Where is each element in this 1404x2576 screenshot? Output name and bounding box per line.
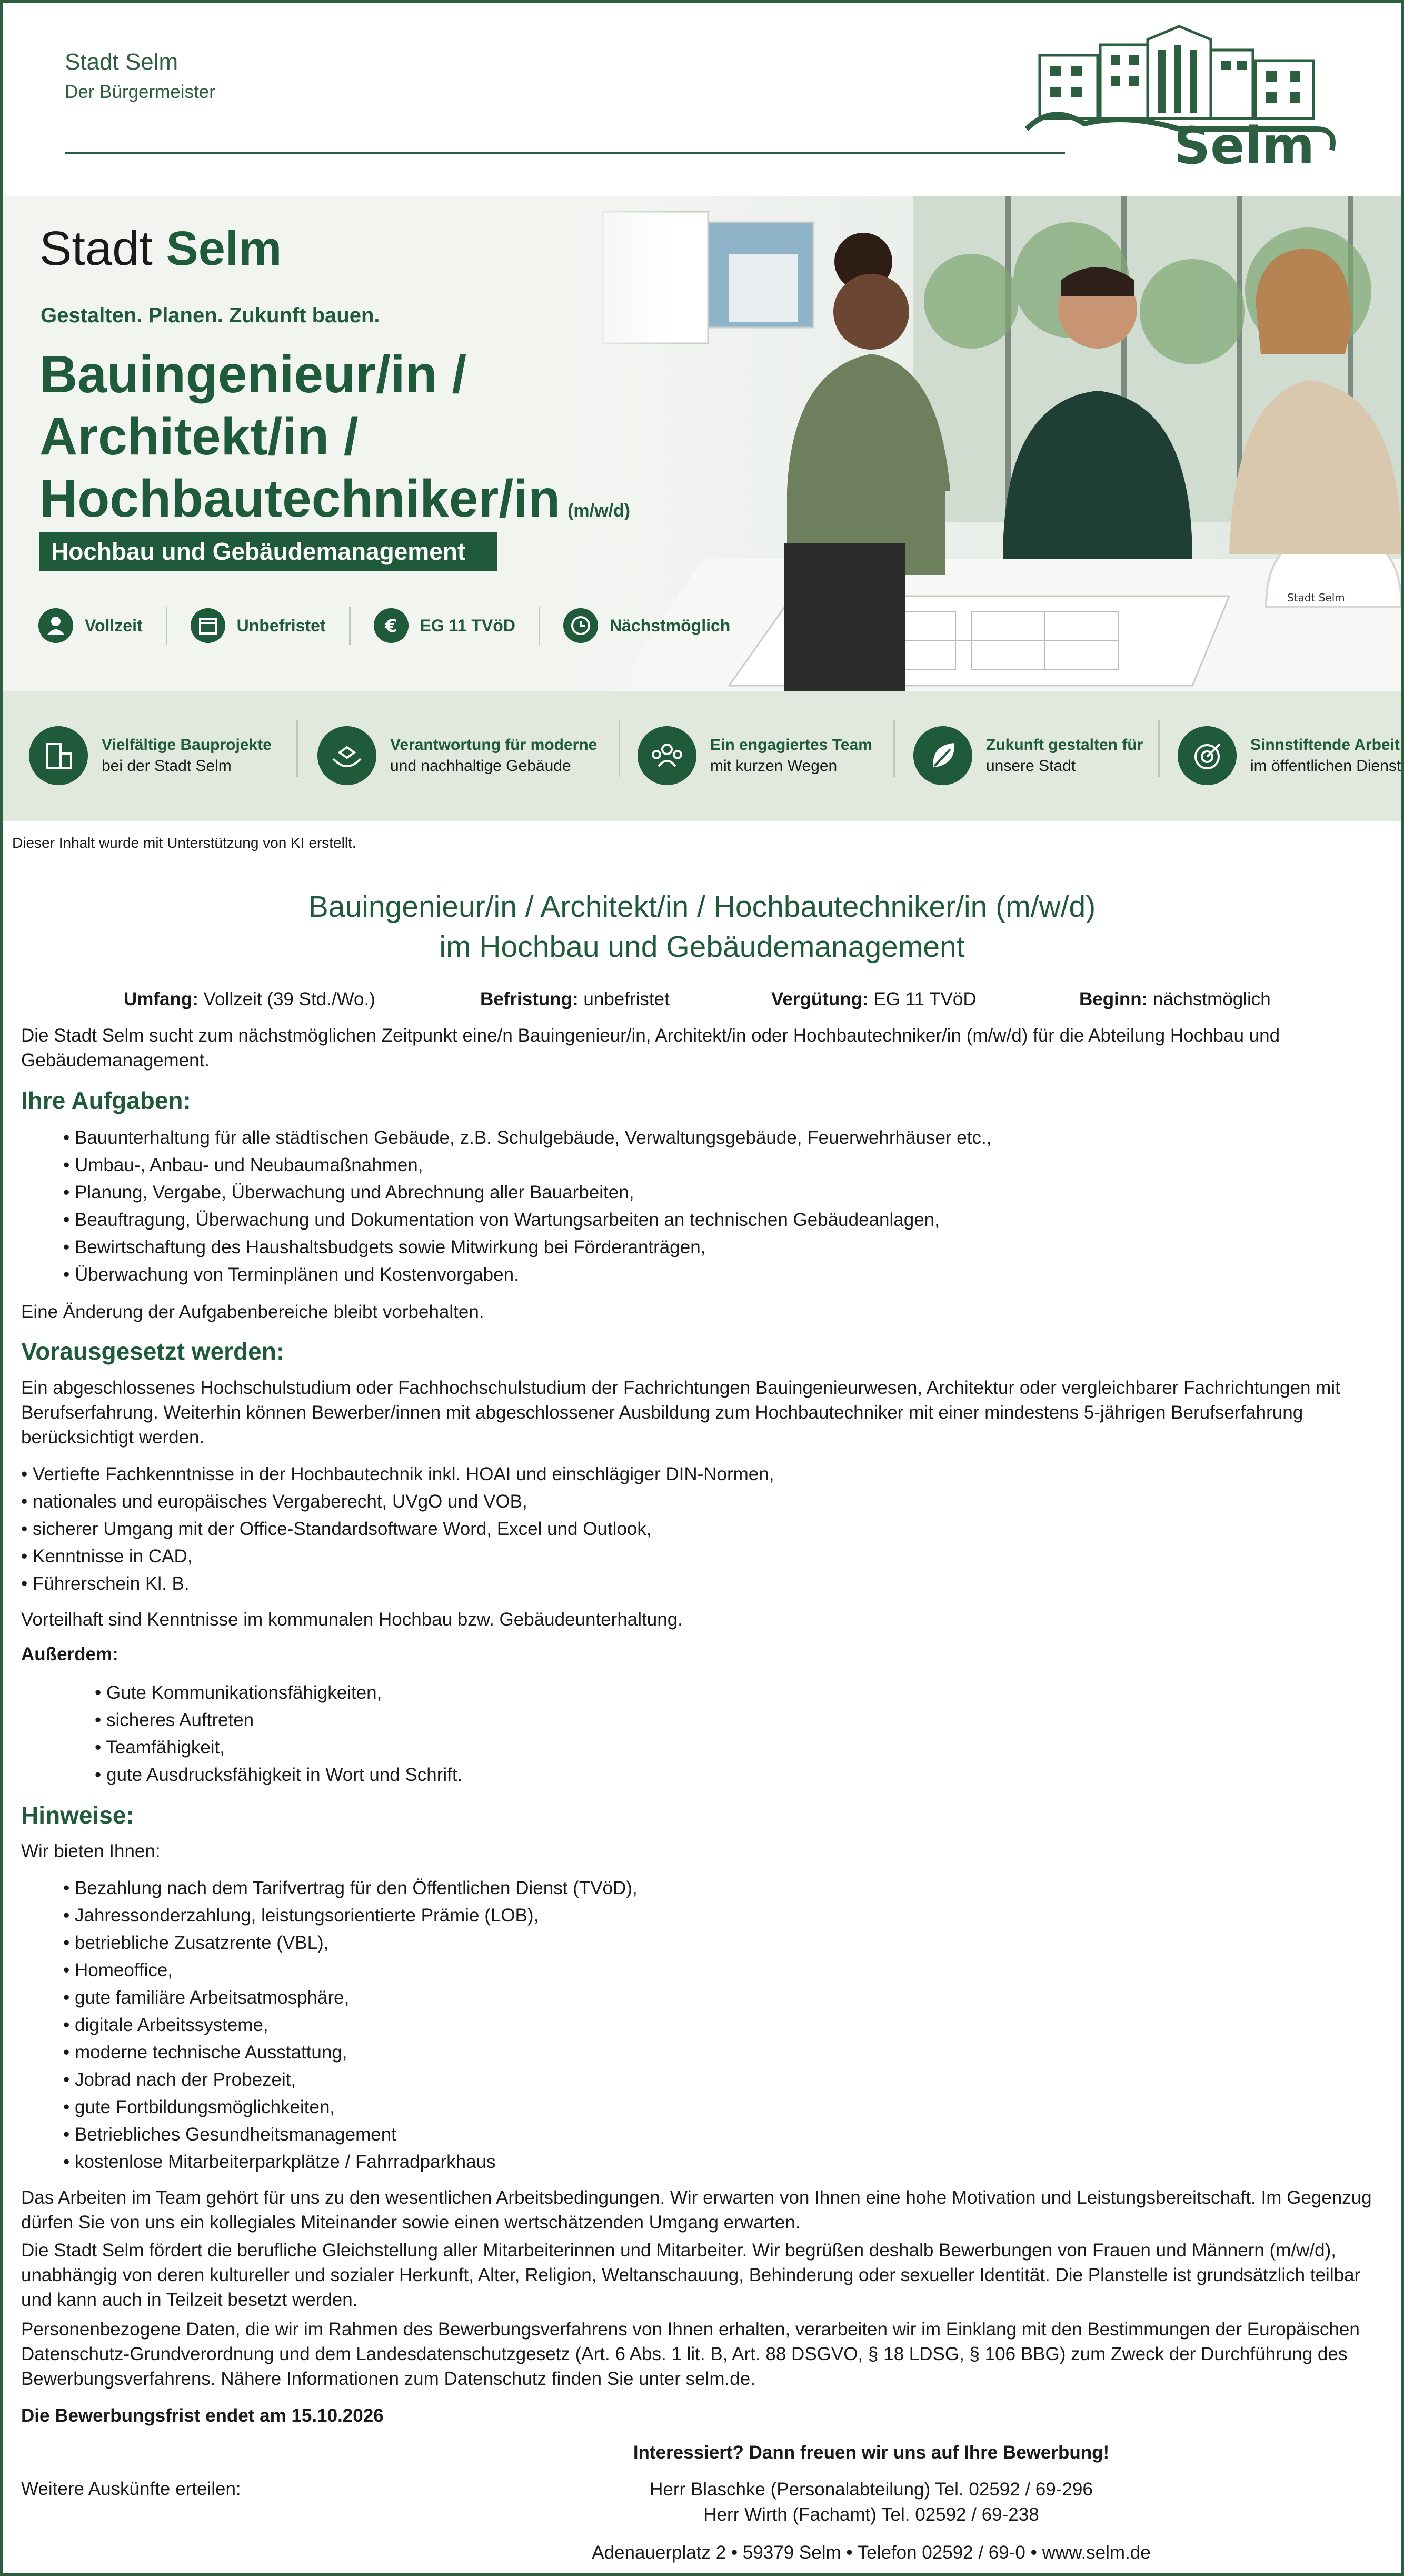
list-item: • sicheres Auftreten (95, 1707, 462, 1734)
banner-tagline: Gestalten. Planen. Zukunft bauen. (41, 304, 380, 327)
benefit-text: im öffentlichen Dienst (1250, 757, 1401, 775)
offer-list (63, 1875, 638, 2176)
letterhead-city: Stadt Selm (65, 49, 178, 75)
benefit-text: unsere Stadt (986, 757, 1076, 775)
fact-befristung (480, 989, 670, 1010)
banner-chips (38, 607, 776, 645)
benefit-title: Sinnstiftende Arbeit (1250, 736, 1400, 754)
chip-vollzeit (38, 607, 167, 645)
list-item: • Bewirtschaftung des Haushaltsbudgets sowie Mitwirkung bei Förderanträgen, (63, 1234, 991, 1261)
list-item: • gute familiäre Arbeitsatmosphäre, (63, 1984, 638, 2012)
svg-text:€: € (384, 616, 397, 637)
hands-icon (317, 726, 376, 785)
deadline: Die Bewerbungsfrist endet am 15.10.2026 (21, 2405, 384, 2426)
equality-paragraph: Die Stadt Selm fördert die berufliche Gleichstellung aller Mitarbeiterinnen und Mitarbeiter. Wir begrüßen deshalb Bewerbungen von Frauen und Männern (m/w/d), unabhängig von deren kultureller und sozialer Herkunft, Alter, Religion, Weltanschauung, Behinderung oder sexueller Identität. Die Planstelle ist grundsätzlich teilbar und kann auch in Teilzeit besetzt werden. (21, 2240, 1361, 2310)
also-label: Außerdem: (21, 1644, 118, 1665)
benefit-text: mit kurzen Wegen (710, 757, 838, 775)
team-icon (638, 726, 696, 785)
benefit-verantwortung (317, 716, 597, 795)
benefit-divider (619, 720, 620, 777)
leaf-icon (913, 726, 972, 785)
person-icon (38, 608, 73, 643)
fact-value: Vollzeit (39 Std./Wo.) (203, 989, 375, 1009)
list-item: • sicherer Umgang mit der Office-Standardsoftware Word, Excel und Outlook, (21, 1515, 774, 1543)
list-item: • Bezahlung nach dem Tarifvertrag für den Öffentlichen Dienst (TVöD), (63, 1875, 638, 1902)
requirements-heading: Vorausgesetzt werden: (21, 1337, 285, 1365)
list-item: • Jobrad nach der Probezeit, (63, 2066, 638, 2094)
benefit-text: und nachhaltige Gebäude (390, 757, 571, 775)
benefit-bauprojekte (29, 716, 272, 795)
banner-title-line: Bauingenieur/in / (39, 345, 467, 404)
tasks-heading: Ihre Aufgaben: (21, 1087, 191, 1114)
list-item: • betriebliche Zusatzrente (VBL), (63, 1929, 638, 1957)
team-paragraph: Das Arbeiten im Team gehört für uns zu den wesentlichen Arbeitsbedingungen. Wir erwarten von Ihnen eine hohe Motivation und Leistungsbereitschaft. Im Gegenzug dürfen Sie von uns ein kollegiales Miteinander sowie einen wertschätzenden Umgang erwarten. (21, 2187, 1372, 2233)
fact-label: Befristung: (480, 989, 579, 1009)
chip-tvoed (374, 607, 540, 645)
tasks-note: Eine Änderung der Aufgabenbereiche bleibt vorbehalten. (21, 1302, 484, 1322)
list-item: • kostenlose Mitarbeiterparkplätze / Fahrradparkhaus (63, 2148, 638, 2176)
letterhead-rule (65, 152, 1065, 154)
list-item: • Umbau-, Anbau- und Neubaumaßnahmen, (63, 1152, 991, 1179)
fact-umfang (124, 989, 375, 1010)
list-item: • moderne technische Ausstattung, (63, 2039, 638, 2066)
target-icon (1178, 726, 1237, 785)
privacy-paragraph: Personenbezogene Daten, die wir im Rahmen des Bewerbungsverfahrens von Ihnen erhalten, verarbeiten wir im Einklang mit den Bestimmungen der Europäischen Datenschutz-Grundverordnung und dem Landesdatenschutzgesetz (Art. 6 Abs. 1 lit. B, Art. 88 DSGVO, § 18 LDSG, § 106 BBG) zum Zweck der Durchführung des Bewerbungsverfahrens. Nähere Informationen zum Datenschutz finden Sie unter selm.de. (21, 2319, 1360, 2389)
job-title: Bauingenieur/in / Architekt/in / Hochbautechniker/in (m/w/d) (308, 890, 1096, 924)
benefit-divider (893, 720, 895, 777)
benefits-strip (3, 691, 1401, 821)
list-item: • digitale Arbeitssysteme, (63, 2012, 638, 2039)
benefit-divider (1158, 720, 1160, 777)
calendar-icon (191, 608, 225, 643)
banner-department: Hochbau und Gebäudemanagement (39, 532, 497, 571)
requirements-paragraph: Ein abgeschlossenes Hochschulstudium oder Fachhochschulstudium der Fachrichtungen Bauingenieurwesen, Architektur oder vergleichbarer Fachrichtungen mit Berufserfahrung. Weiterhin können Bewerber/innen mit abgeschlossener Ausbildung zum Hochbautechniker mit einer mindestens 5-jährigen Berufserfahrung berücksichtigt werden. (21, 1378, 1340, 1448)
benefit-text: bei der Stadt Selm (102, 757, 232, 775)
banner-city-prefix: Stadt (39, 222, 153, 275)
fact-value: EG 11 TVöD (873, 989, 977, 1009)
banner-title-suffix: (m/w/d) (567, 501, 631, 521)
fact-label: Beginn: (1079, 989, 1148, 1009)
notes-heading: Hinweise: (21, 1801, 134, 1829)
fact-label: Umfang: (124, 989, 198, 1009)
list-item: • gute Fortbildungsmöglichkeiten, (63, 2094, 638, 2121)
benefit-sinnstiftend (1178, 716, 1401, 795)
fact-beginn (1079, 989, 1271, 1010)
euro-icon (374, 608, 409, 643)
list-item: • Überwachung von Terminplänen und Kostenvorgaben. (63, 1261, 991, 1289)
footer-address: Adenauerplatz 2 • 59379 Selm • Telefon 02592 / 69-0 • www.selm.de (592, 2542, 1151, 2563)
list-item: • Planung, Vergabe, Überwachung und Abrechnung aller Bauarbeiten, (63, 1179, 991, 1206)
banner-city-name: Selm (166, 222, 282, 275)
benefit-team (638, 716, 872, 795)
list-item: • Jahressonderzahlung, leistungsorientierte Prämie (LOB), (63, 1902, 638, 1929)
also-list (95, 1679, 462, 1789)
chip-label: Nächstmöglich (609, 616, 731, 635)
ai-disclaimer: Dieser Inhalt wurde mit Unterstützung von KI erstellt. (12, 835, 356, 851)
letterhead-subtitle: Der Bürgermeister (65, 82, 215, 102)
tasks-list (63, 1124, 991, 1289)
requirements-list (21, 1461, 774, 1598)
selm-logo (1021, 24, 1337, 171)
list-item: • Homeoffice, (63, 1957, 638, 1984)
list-item: • nationales und europäisches Vergaberecht, UVgO und VOB, (21, 1488, 774, 1515)
offer-label: Wir bieten Ihnen: (21, 1841, 161, 1861)
banner-title-line (39, 468, 630, 542)
banner-title (39, 343, 630, 542)
letterhead (3, 3, 1401, 195)
list-item: • Gute Kommunikationsfähigkeiten, (95, 1679, 462, 1707)
clock-icon (563, 608, 598, 643)
call-to-action: Interessiert? Dann freuen wir uns auf Ihre Bewerbung! (633, 2442, 1110, 2463)
benefit-title: Zukunft gestalten für (986, 736, 1143, 754)
fact-value: unbefristet (583, 989, 670, 1009)
chip-label: EG 11 TVöD (420, 616, 515, 635)
list-item: • gute Ausdrucksfähigkeit in Wort und Schrift. (95, 1761, 462, 1789)
list-item: • Betriebliches Gesundheitsmanagement (63, 2121, 638, 2148)
list-item: • Bauunterhaltung für alle städtischen Gebäude, z.B. Schulgebäude, Verwaltungsgebäude, Feuerwehrhäuser etc., (63, 1124, 991, 1152)
chip-label: Unbefristet (236, 616, 326, 635)
fact-value: nächstmöglich (1153, 989, 1271, 1009)
contact-label: Weitere Auskünfte erteilen: (21, 2479, 241, 2499)
list-item: • Beauftragung, Überwachung und Dokumentation von Wartungsarbeiten an technischen Gebäudeanlagen, (63, 1206, 991, 1234)
job-subtitle: im Hochbau und Gebäudemanagement (439, 930, 965, 964)
building-icon (29, 726, 88, 785)
benefit-title: Verantwortung für moderne (390, 736, 598, 754)
benefit-title: Vielfältige Bauprojekte (102, 736, 272, 754)
chip-naechstmoeglich (563, 607, 753, 645)
list-item: • Führerschein Kl. B. (21, 1570, 774, 1598)
intro-paragraph: Die Stadt Selm sucht zum nächstmöglichen Zeitpunkt eine/n Bauingenieur/in, Architekt/in oder Hochbautechniker/in (m/w/d) für die Abteilung Hochbau und Gebäudemanagement. (21, 1025, 1280, 1071)
list-item: • Kenntnisse in CAD, (21, 1543, 774, 1570)
logo-wordmark: Selm (1174, 116, 1315, 171)
banner-title-line: Architekt/in / (39, 407, 359, 466)
contact-person-2: Herr Wirth (Fachamt) Tel. 02592 / 69-238 (703, 2504, 1039, 2525)
banner-title-line-text: Hochbautechniker/in (39, 469, 561, 528)
fact-verguetung (771, 989, 977, 1010)
requirements-advantage: Vorteilhaft sind Kenntnisse im kommunalen Hochbau bzw. Gebäudeunterhaltung. (21, 1609, 683, 1630)
benefit-title: Ein engagiertes Team (710, 736, 872, 754)
list-item: • Teamfähigkeit, (95, 1734, 462, 1761)
benefit-divider (296, 720, 298, 777)
fact-label: Vergütung: (771, 989, 869, 1009)
hero-banner (3, 196, 1401, 691)
chip-unbefristet (191, 607, 351, 645)
contact-person-1: Herr Blaschke (Personalabteilung) Tel. 02592 / 69-296 (650, 2479, 1093, 2500)
chip-label: Vollzeit (85, 616, 143, 635)
banner-city (39, 221, 282, 276)
list-item: • Vertiefte Fachkenntnisse in der Hochbautechnik inkl. HOAI und einschlägiger DIN-Normen, (21, 1461, 774, 1488)
benefit-zukunft (913, 716, 1143, 795)
